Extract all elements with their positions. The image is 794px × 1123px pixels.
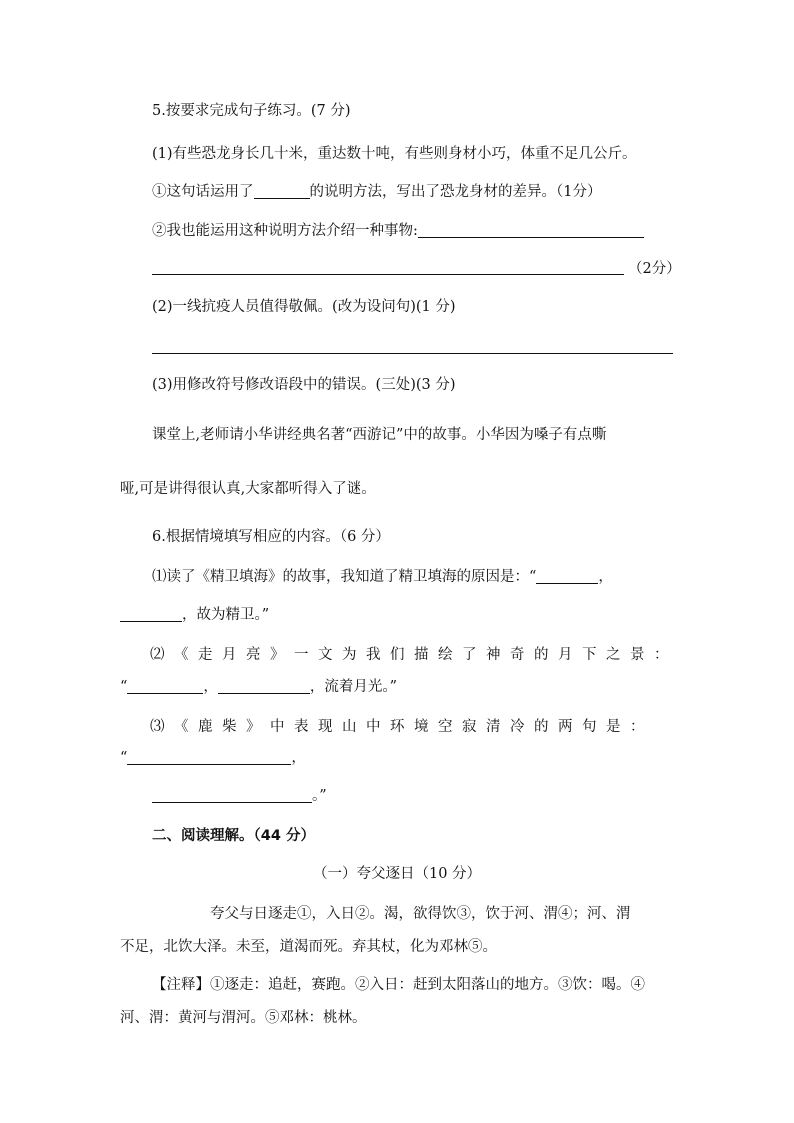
q5-part1b-score: （2分）	[628, 261, 681, 277]
q5-part1a	[152, 182, 601, 202]
q6-part2-comma: ，	[203, 679, 218, 695]
q6-part1-cont	[120, 605, 269, 625]
q6-part3-end: 。”	[312, 788, 327, 804]
answer-blank-reason-2[interactable]	[120, 606, 182, 622]
q6-title: 6.根据情境填写相应的内容。（6 分）	[152, 529, 390, 545]
q5-part1a-suffix: 的说明方法，写出了恐龙身材的差异。（1分）	[309, 184, 602, 200]
q6-part2-open-quote: “	[120, 679, 128, 695]
q6-part3: ⑶《鹿柴》中表现山中环境空寂清冷的两句是：	[150, 719, 654, 735]
answer-blank-method[interactable]	[254, 183, 310, 199]
q6-part1-prefix: ⑴读了《精卫填海》的故事，我知道了精卫填海的原因是：“	[152, 569, 537, 585]
answer-blank-poem-1[interactable]	[127, 749, 291, 765]
q5-part1b	[152, 221, 644, 241]
reading-subtitle: （一）夸父逐日（10 分）	[312, 866, 482, 882]
q6-part2-end: ，流着月光。”	[309, 679, 398, 695]
q6-part1-end: ，故为精卫。”	[182, 607, 270, 623]
answer-line-rhetorical[interactable]	[152, 353, 673, 354]
q6-part2-answer	[120, 677, 397, 697]
notes-line-1: 【注释】①逐走：追赶，赛跑。②入日：赶到太阳落山的地方。③饮：喝。④	[152, 977, 645, 993]
q5-part1a-prefix: ①这句话运用了	[152, 184, 254, 200]
q6-part3-open-quote: “	[120, 750, 128, 766]
q5-part3: (3)用修改符号修改语段中的错误。(三处)(3 分)	[152, 377, 456, 393]
q5-part2: (2)一线抗疫人员值得敬佩。(改为设问句)(1 分)	[152, 299, 456, 315]
q6-part3-answer-2	[152, 786, 327, 806]
q6-part1-comma: ，	[598, 569, 613, 585]
q6-part2: ⑵《走月亮》一文为我们描绘了神奇的月下之景：	[150, 647, 678, 663]
notes-line-2: 河、渭：黄河与渭河。⑤邓林：桃林。	[120, 1010, 367, 1026]
q6-part1	[152, 567, 613, 587]
answer-blank-moon-1[interactable]	[127, 678, 203, 694]
classical-text-line-1: 夸父与日逐走①，入日②。渴，欲得饮③，饮于河、渭④；河、渭	[210, 906, 631, 922]
q5-passage-line-2: 哑,可是讲得很认真,大家都听得入了谜。	[120, 481, 376, 497]
classical-text-line-2: 不足，北饮大泽。未至，道渴而死。弃其杖，化为邓林⑤。	[120, 939, 497, 955]
q5-passage-line-1: 课堂上,老师请小华讲经典名著“西游记”中的故事。小华因为嗓子有点嘶	[152, 427, 607, 443]
q6-part3-comma: ，	[291, 750, 306, 766]
q5-sentence: (1)有些恐龙身长几十米，重达数十吨，有些则身材小巧，体重不足几公斤。	[152, 146, 637, 162]
q5-part1b-label: ②我也能运用这种说明方法介绍一种事物:	[152, 223, 418, 239]
answer-blank-moon-2[interactable]	[218, 678, 310, 694]
section-title: 二、阅读理解。（44 分）	[152, 828, 315, 844]
q6-part3-answer-1	[120, 748, 306, 768]
q5-title: 5.按要求完成句子练习。(7 分)	[152, 103, 351, 119]
answer-blank-example-1[interactable]	[418, 222, 644, 238]
answer-line-example-2[interactable]	[152, 274, 624, 275]
answer-blank-reason-1[interactable]	[536, 568, 598, 584]
answer-blank-poem-2[interactable]	[152, 787, 312, 803]
